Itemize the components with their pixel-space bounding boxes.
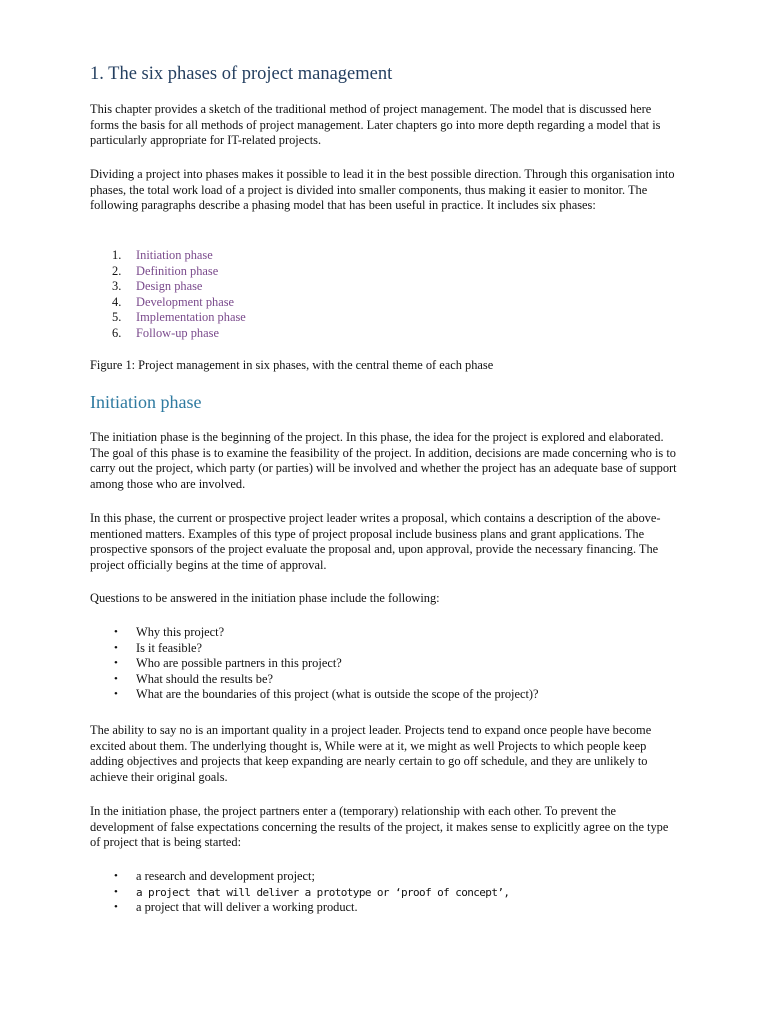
list-number: 4. [112, 294, 122, 309]
list-item [90, 885, 680, 901]
section-heading-initiation: Initiation phase [90, 392, 202, 412]
phase-link-definition[interactable]: Definition phase [136, 263, 219, 278]
phase-link-implementation[interactable]: Implementation phase [136, 310, 246, 324]
bullet: • [114, 626, 118, 638]
bullet: • [114, 657, 118, 669]
list-item [90, 641, 680, 657]
bullet: • [114, 901, 118, 913]
question-text: What are the boundaries of this project (what is outside the scope of the project)? [136, 687, 539, 701]
phase-link-design[interactable]: Design phase [136, 279, 203, 293]
list-item [90, 248, 680, 264]
figure-caption: Figure 1: Project management in six phases, with the central theme of each phase [90, 358, 494, 372]
question-text: Who are possible partners in this project? [136, 656, 342, 670]
bullet: • [114, 688, 118, 700]
list-item [90, 326, 680, 342]
phase-link-follow-up[interactable]: Follow-up phase [136, 325, 219, 340]
intro-paragraph-1: This chapter provides a sketch of the traditional method of project management. The model that is discussed here forms the basis for all methods of project management. Later chapters go into more depth regarding a model that is particularly appropriate for IT-related projects. [90, 102, 661, 147]
project-types-list [90, 869, 680, 916]
project-type-text: a project that will deliver a prototype or ‘proof of concept’, [136, 885, 510, 899]
list-item [90, 656, 680, 672]
list-item [90, 869, 680, 885]
phase-link-initiation[interactable]: Initiation phase [136, 248, 213, 262]
initiation-paragraph-5: In the initiation phase, the project partners enter a (temporary) relationship with each other. To prevent the development of false expectations concerning the results of the project, it makes sense to explicitly agree on the type of project that is being started: [90, 804, 669, 849]
initiation-paragraph-1: The initiation phase is the beginning of the project. In this phase, the idea for the project is explored and elaborated. The goal of this phase is to examine the feasibility of the project. In addition, decisions are made concerning who is to carry out the project, which party (or parties) will be involved and whether the project has an adequate base of support among those who are involved. [90, 430, 677, 491]
list-number: 3. [112, 279, 122, 293]
question-text: What should the results be? [136, 671, 273, 686]
chapter-title: 1. The six phases of project management [90, 64, 393, 84]
list-item [90, 264, 680, 280]
list-number: 5. [112, 310, 122, 324]
questions-list [90, 625, 680, 703]
question-text: Is it feasible? [136, 640, 203, 655]
list-number: 1. [112, 248, 122, 262]
question-text: Why this project? [136, 625, 225, 639]
list-number: 2. [112, 263, 122, 278]
list-item [90, 310, 680, 326]
list-item [90, 279, 680, 295]
list-item [90, 672, 680, 688]
list-number: 6. [112, 325, 122, 340]
list-item [90, 687, 680, 703]
list-item [90, 625, 680, 641]
list-item [90, 900, 680, 916]
bullet: • [114, 641, 118, 654]
project-type-text: a project that will deliver a working product. [136, 900, 358, 914]
bullet: • [114, 885, 118, 898]
project-type-text: a research and development project; [136, 869, 315, 883]
initiation-paragraph-3: Questions to be answered in the initiation phase include the following: [90, 591, 440, 605]
list-item [90, 295, 680, 311]
phase-link-development[interactable]: Development phase [136, 294, 235, 309]
bullet: • [114, 672, 118, 685]
initiation-paragraph-2: In this phase, the current or prospective project leader writes a proposal, which contains a description of the above-mentioned matters. Examples of this type of project proposal include business plans and grant applications. The prospective sponsors of the project evaluate the proposal and, upon approval, provide the necessary financing. The project officially begins at the time of approval. [90, 511, 661, 572]
bullet: • [114, 870, 118, 882]
phases-list [90, 248, 680, 341]
intro-paragraph-2: Dividing a project into phases makes it possible to lead it in the best possible direction. Through this organisation into phases, the total work load of a project is divided into smaller components, thus making it easier to monitor. The following paragraphs describe a phasing model that has been useful in practice. It includes six phases: [90, 167, 675, 212]
initiation-paragraph-4: The ability to say no is an important quality in a project leader. Projects tend to expand once people have become excited about them. The underlying thought is, While were at it, we might as well Projects to which people keep adding objectives and projects that keep expanding are nearly certain to go off schedule, and they are unlikely to achieve their original goals. [90, 723, 652, 784]
